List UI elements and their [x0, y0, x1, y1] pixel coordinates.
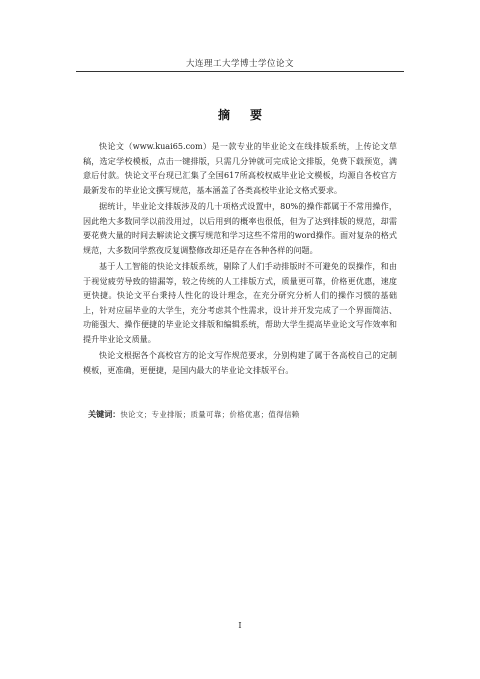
running-header: 大连理工大学博士学位论文 — [185, 59, 294, 69]
abstract-title: 摘要 — [217, 108, 282, 122]
page-number: I — [238, 621, 242, 630]
keywords-line — [88, 407, 398, 422]
abstract-body — [83, 139, 397, 379]
header-rule — [76, 71, 404, 72]
abstract-paragraph: 快论文根据各个高校官方的论文写作规范要求，分别构建了属于各高校自己的定制模板，更准确，更便捷，是国内最大的毕业论文排版平台。 — [83, 350, 397, 375]
abstract-paragraph: 快论文（www.kuai65.com）是一款专业的毕业论文在线排版系统，上传论文草稿，选定学校模板，点击一键排版，只需几分钟就可完成论文排版，免费下载预览，满意后付款。快论文平台现已汇集了全国617所高校权威毕业论文模板，均源自各校官方最新发布的毕业论文撰写规范，基本涵盖了各类高校毕业论文格式要求。 — [83, 141, 397, 195]
abstract-paragraph: 基于人工智能的快论文排版系统，剔除了人们手动排版时不可避免的误操作，和由于视觉疲劳导致的错漏等，较之传统的人工排版方式，质量更可靠，价格更优惠，速度更快捷。快论文平台秉持人性化的设计理念，在充分研究分析人们的操作习惯的基础上，针对应届毕业的大学生，充分考虑其个性需求，设计并开发完成了一个界面简洁、功能强大、操作便捷的毕业论文排版和编辑系统，帮助大学生提高毕业论文写作效率和提升毕业论文质量。 — [83, 261, 397, 344]
keywords-label: 关键词： — [88, 409, 121, 419]
keywords-value: 快论文；专业排版；质量可靠；价格优惠；值得信赖 — [120, 410, 300, 419]
abstract-paragraph: 据统计，毕业论文排版涉及的几十项格式设置中，80%的操作都属于不常用操作，因此绝大多数同学以前没用过，以后用到的概率也很低，但为了达到排版的规范，却需要花费大量的时间去解读论文撰写规范和学习这些不常用的word操作。面对复杂的格式规范，大多数同学熬夜反复调整修改却还是存在各种各样的问题。 — [83, 201, 397, 255]
